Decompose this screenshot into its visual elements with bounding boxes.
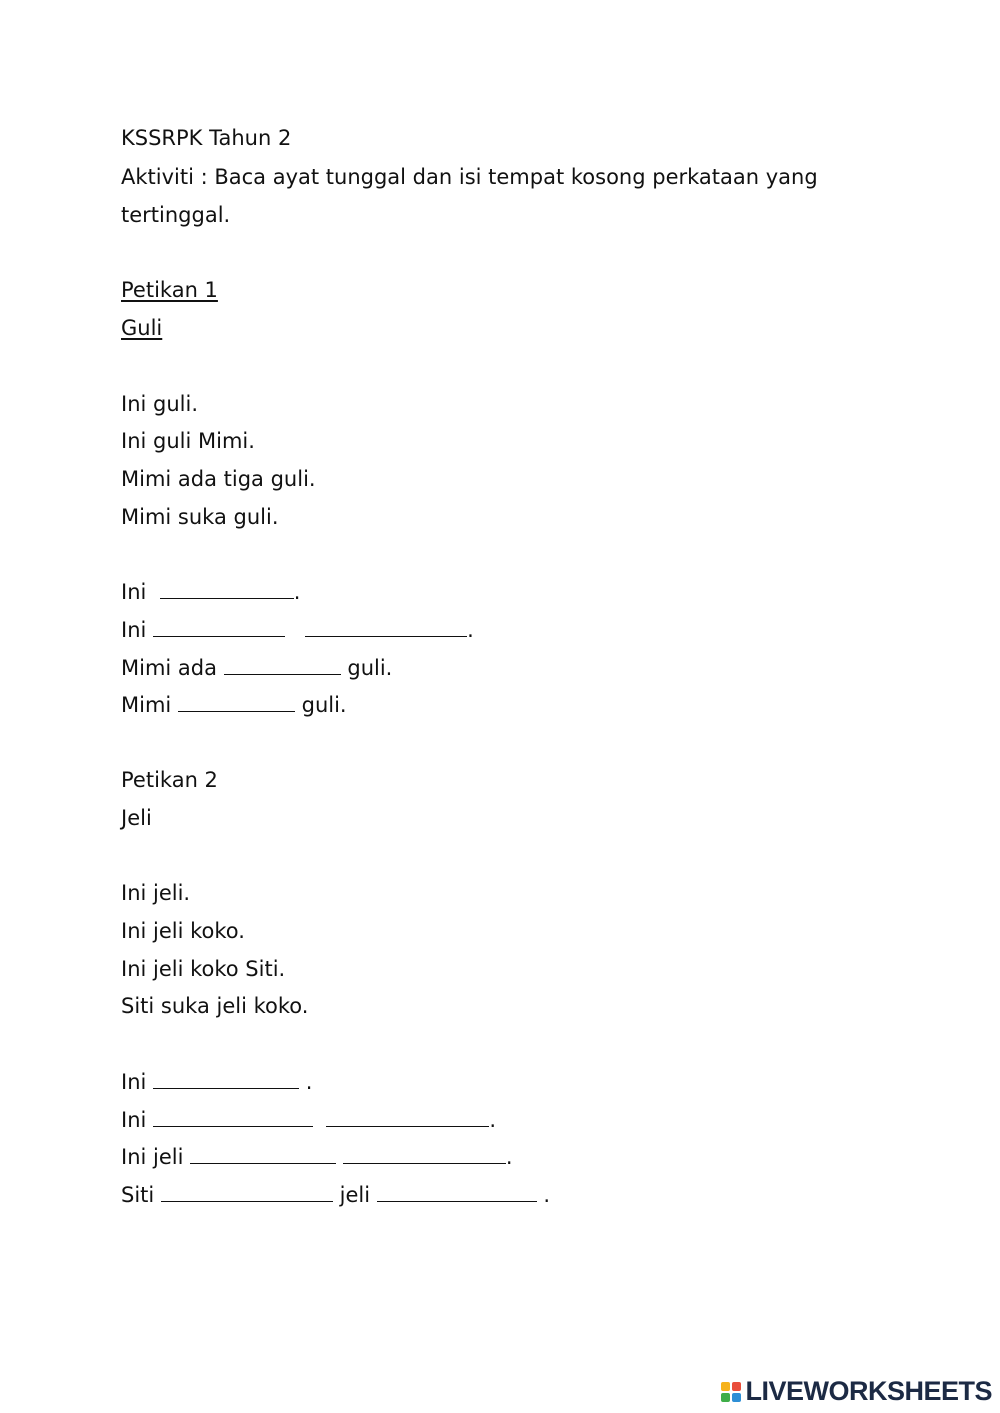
watermark-text: LIVEWORKSHEETS	[745, 1376, 992, 1406]
logo-square	[721, 1393, 730, 1402]
blank-input[interactable]	[343, 1143, 506, 1164]
exercise-text: Ini jeli	[121, 1145, 184, 1169]
exercise-text: .	[293, 580, 301, 604]
instruction-line-1: Aktiviti : Baca ayat tunggal dan isi tempat kosong perkataan yang	[121, 165, 818, 189]
passage-2-sentence: Ini jeli koko Siti.	[121, 957, 286, 981]
blank-input[interactable]	[190, 1143, 336, 1164]
blank-input[interactable]	[160, 578, 294, 599]
passage-1-exercise-1	[121, 578, 300, 606]
blank-input[interactable]	[153, 1106, 313, 1127]
passage-2-label: Petikan 2	[121, 768, 218, 792]
passage-1-sentence: Mimi suka guli.	[121, 505, 279, 529]
passage-2-sentence: Ini jeli koko.	[121, 919, 245, 943]
passage-1-sentence: Ini guli.	[121, 392, 198, 416]
passage-1-label: Petikan 1	[121, 278, 218, 302]
passage-1-exercise-3	[121, 654, 392, 682]
passage-1-exercise-2	[121, 616, 474, 644]
exercise-text: guli.	[347, 656, 393, 680]
exercise-text: Siti	[121, 1183, 155, 1207]
blank-input[interactable]	[326, 1106, 489, 1127]
exercise-text: Mimi ada	[121, 656, 217, 680]
blank-input[interactable]	[153, 1068, 299, 1089]
passage-2-exercise-1	[121, 1068, 312, 1096]
exercise-text: .	[489, 1108, 497, 1132]
passage-1-title: Guli	[121, 316, 163, 340]
exercise-text: Ini	[121, 618, 147, 642]
blank-input[interactable]	[305, 616, 467, 637]
exercise-text: Ini	[121, 1070, 147, 1094]
course-title: KSSRPK Tahun 2	[121, 126, 292, 150]
logo-square	[732, 1393, 741, 1402]
liveworksheets-watermark[interactable]	[721, 1376, 992, 1407]
passage-2-exercise-4	[121, 1181, 550, 1209]
logo-square	[721, 1382, 730, 1391]
passage-2-title: Jeli	[121, 806, 152, 830]
blank-input[interactable]	[153, 616, 285, 637]
passage-2-exercise-3	[121, 1143, 513, 1171]
liveworksheets-logo-icon	[721, 1382, 741, 1402]
logo-square	[732, 1382, 741, 1391]
blank-input[interactable]	[178, 691, 295, 712]
exercise-text: .	[543, 1183, 551, 1207]
blank-input[interactable]	[377, 1181, 537, 1202]
blank-input[interactable]	[161, 1181, 333, 1202]
passage-1-sentence: Ini guli Mimi.	[121, 429, 255, 453]
exercise-text: jeli	[339, 1183, 371, 1207]
instruction-line-2: tertinggal.	[121, 203, 231, 227]
passage-1-exercise-4	[121, 691, 347, 719]
exercise-text: guli.	[301, 693, 347, 717]
passage-1-sentence: Mimi ada tiga guli.	[121, 467, 316, 491]
exercise-text: .	[505, 1145, 513, 1169]
blank-input[interactable]	[224, 654, 341, 675]
exercise-text: .	[467, 618, 474, 642]
exercise-text: .	[305, 1070, 313, 1094]
exercise-text: Ini	[121, 1108, 147, 1132]
passage-2-exercise-2	[121, 1106, 496, 1134]
passage-2-sentence: Ini jeli.	[121, 881, 191, 905]
passage-2-sentence: Siti suka jeli koko.	[121, 994, 309, 1018]
exercise-text: Ini	[121, 580, 147, 604]
exercise-text: Mimi	[121, 693, 172, 717]
